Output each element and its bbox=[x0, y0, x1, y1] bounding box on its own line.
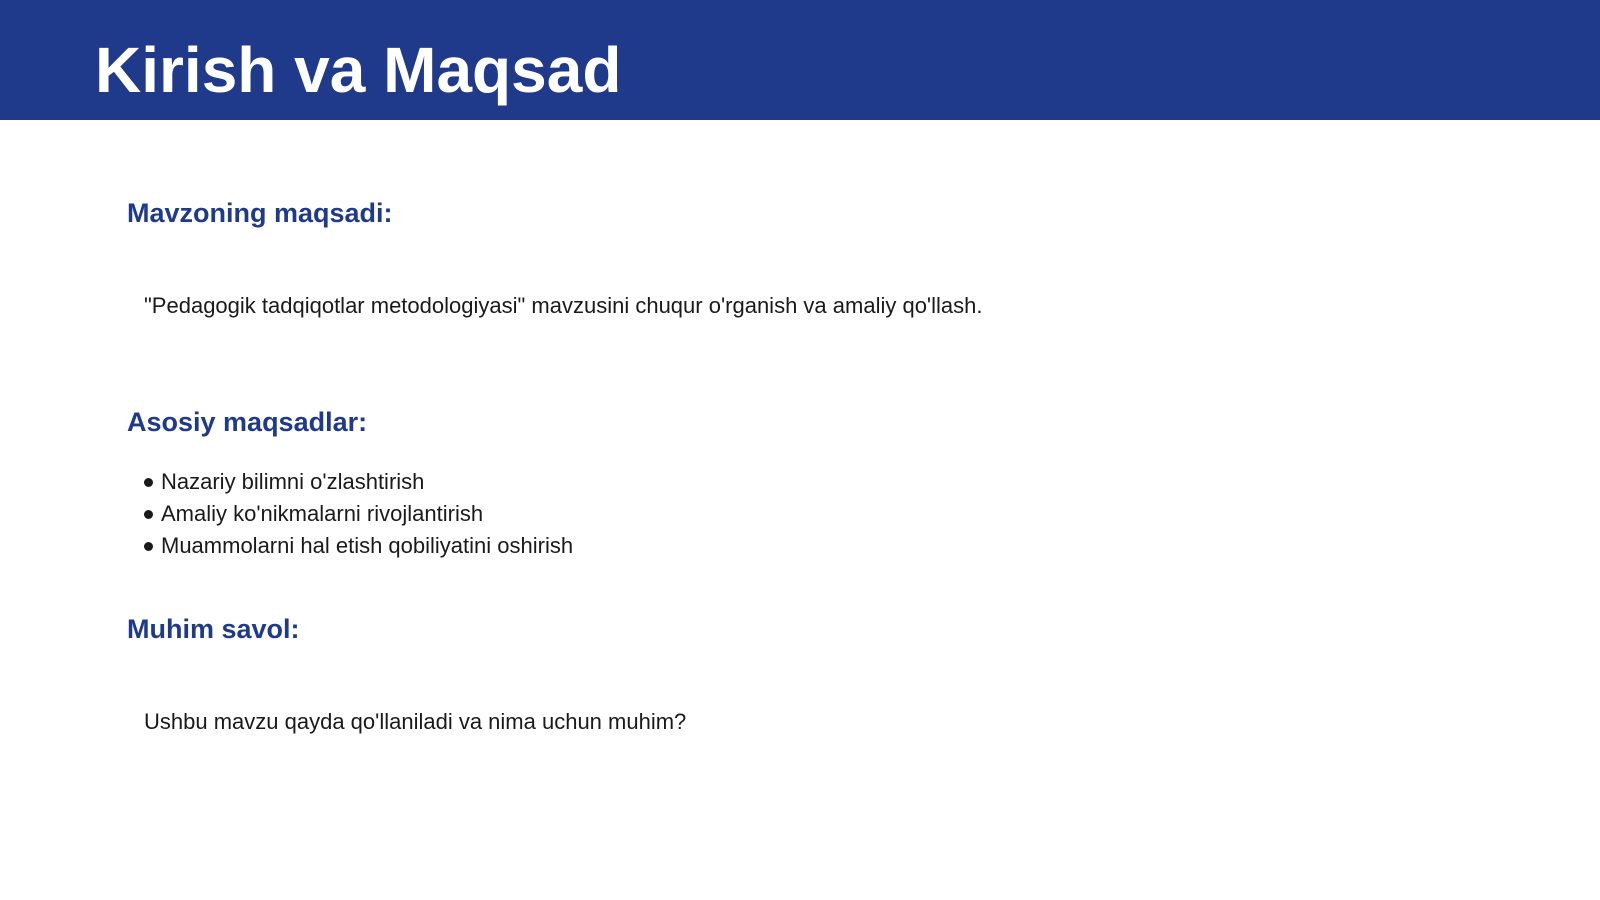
list-item-label: Muammolarni hal etish qobiliyatini oshirish bbox=[161, 533, 574, 558]
list-item bbox=[144, 530, 573, 562]
purpose-heading: Mavzoning maqsadi: bbox=[127, 198, 393, 228]
goals-heading: Asosiy maqsadlar: bbox=[127, 407, 368, 437]
goals-list bbox=[144, 466, 573, 562]
bullet-icon bbox=[144, 542, 153, 551]
purpose-text: "Pedagogik tadqiqotlar metodologiyasi" mavzusini chuqur o'rganish va amaliy qo'llash. bbox=[144, 293, 983, 318]
list-item-label: Amaliy ko'nikmalarni rivojlantirish bbox=[161, 501, 484, 526]
bullet-icon bbox=[144, 510, 153, 519]
bullet-icon bbox=[144, 478, 153, 487]
list-item-label: Nazariy bilimni o'zlashtirish bbox=[161, 469, 425, 494]
question-text: Ushbu mavzu qayda qo'llaniladi va nima uchun muhim? bbox=[144, 709, 687, 734]
slide-title: Kirish va Maqsad bbox=[95, 34, 622, 106]
list-item bbox=[144, 498, 573, 530]
list-item bbox=[144, 466, 573, 498]
header-bar bbox=[0, 0, 1600, 120]
question-heading: Muhim savol: bbox=[127, 614, 300, 644]
